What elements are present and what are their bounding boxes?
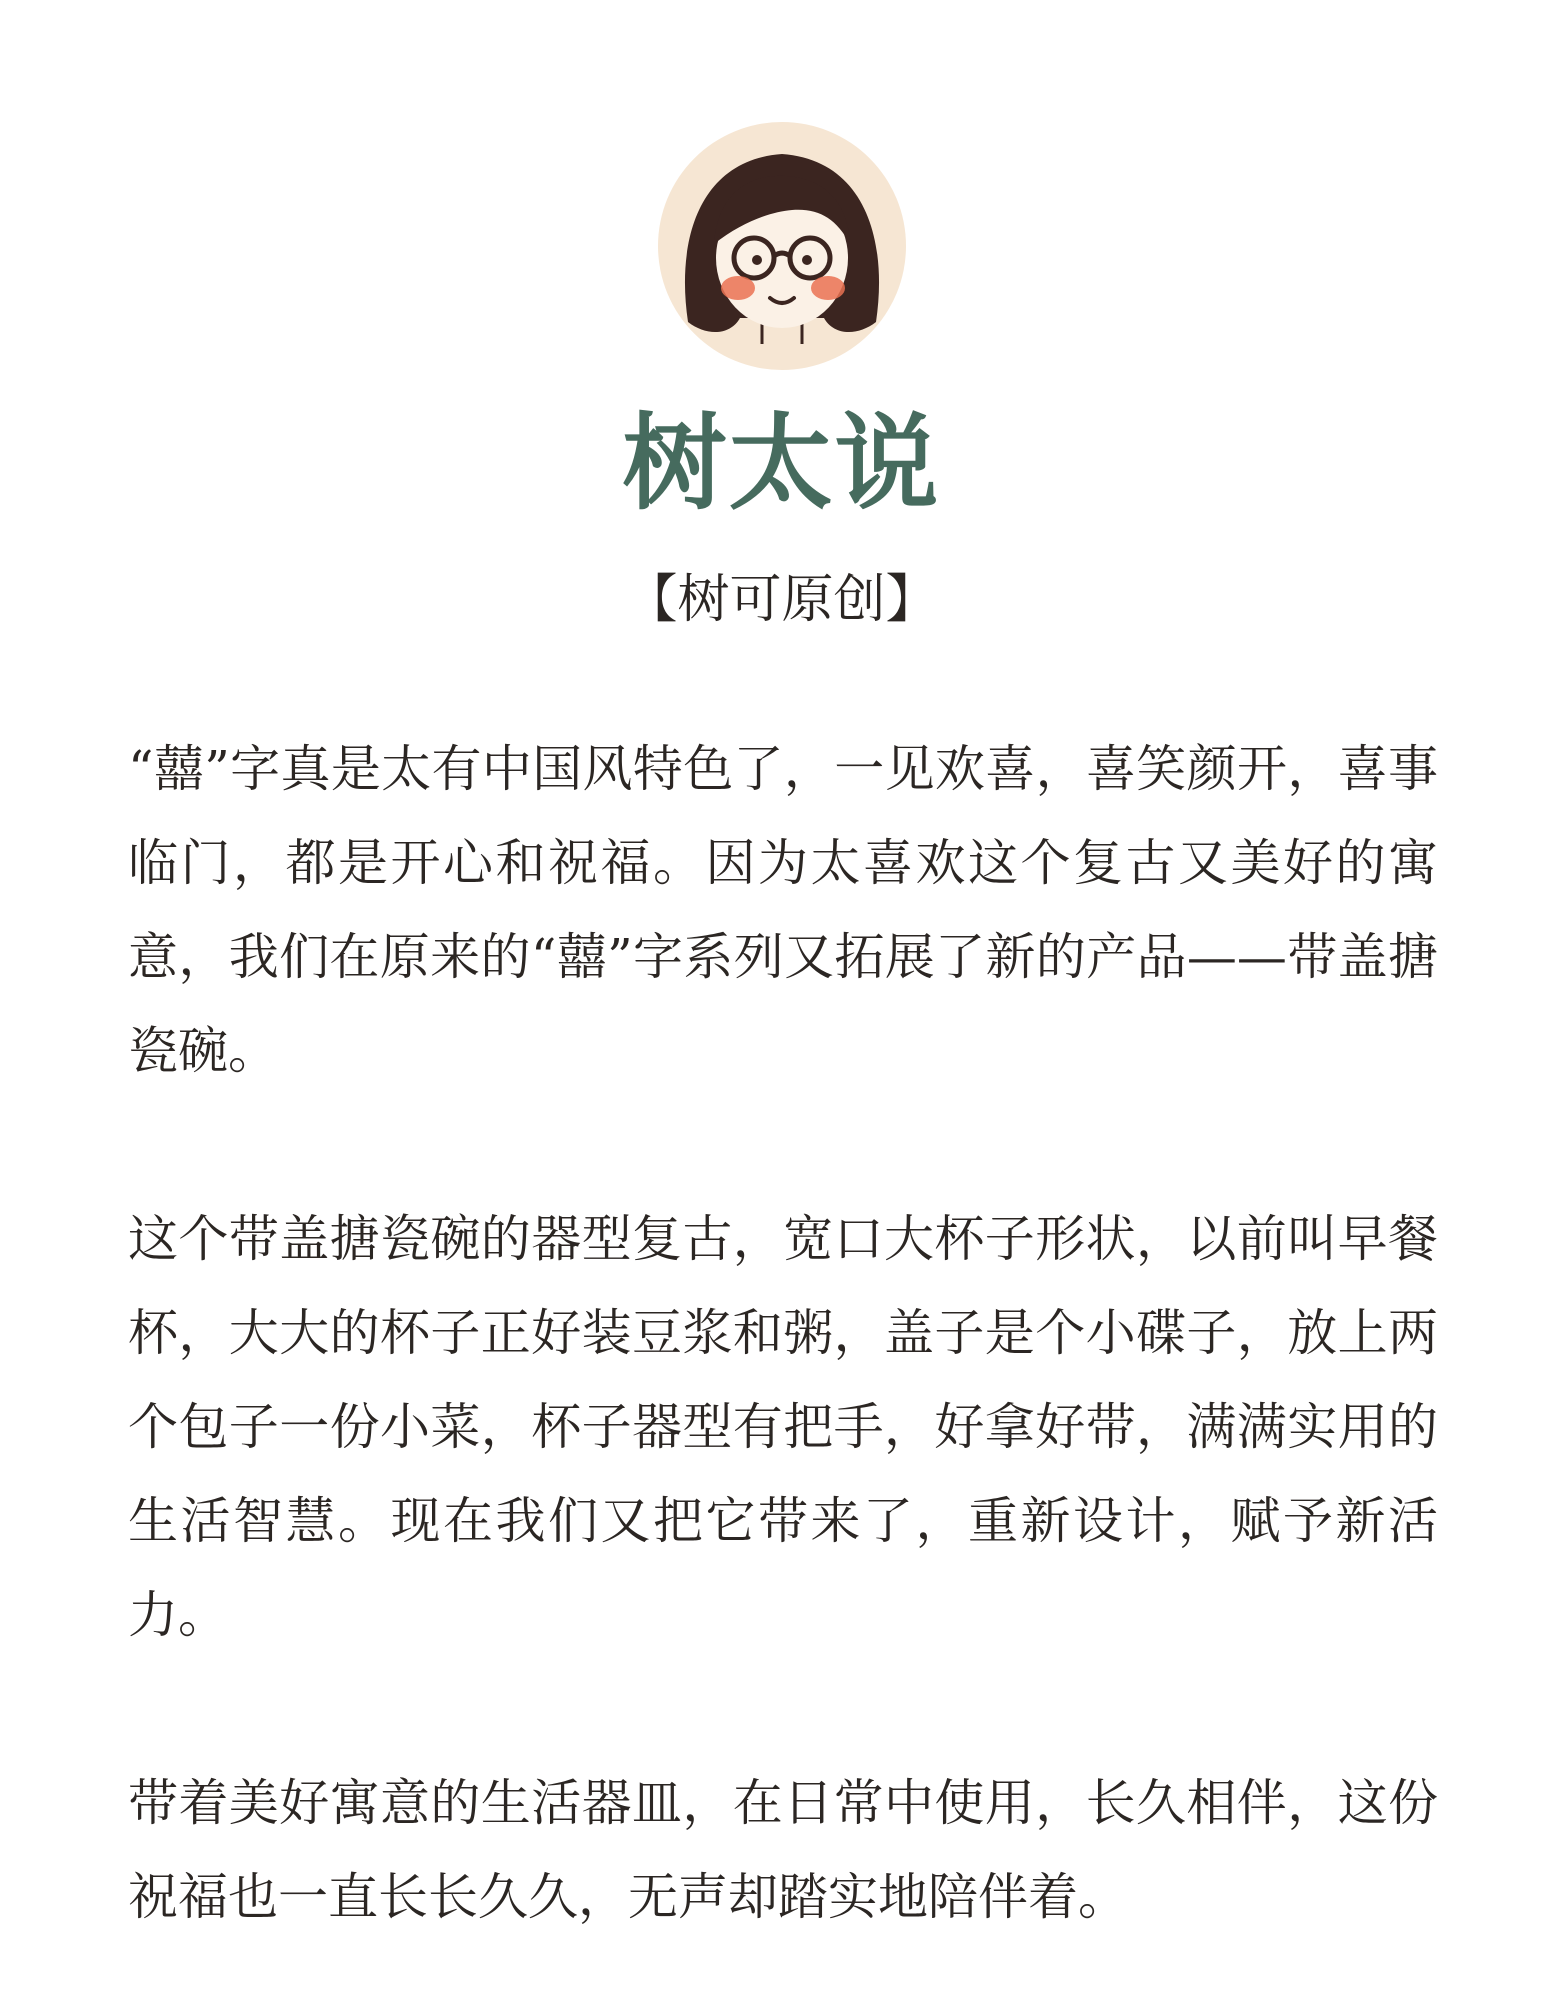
paragraph: “囍”字真是太有中国风特色了，一见欢喜，喜笑颜开，喜事临门，都是开心和祝福。因为太喜欢这个复古又美好的寓意，我们在原来的“囍”字系列又拓展了新的产品——带盖搪瓷碗。 — [128, 740, 1438, 1080]
paragraph: 带着美好寓意的生活器皿，在日常中使用，长久相伴，这份祝福也一直长长久久，无声却踏实地陪伴着。 — [128, 1774, 1438, 1926]
page-title: 树太说 — [622, 402, 941, 524]
original-label: 【树可原创】 — [625, 570, 938, 630]
paragraph: 这个带盖搪瓷碗的器型复古，宽口大杯子形状，以前叫早餐杯，大大的杯子正好装豆浆和粥，盖子是个小碟子，放上两个包子一份小菜，杯子器型有把手，好拿好带，满满实用的生活智慧。现在我们又把它带来了，重新设计，赋予新活力。 — [128, 1210, 1438, 1644]
cartoon-girl-avatar-icon — [658, 122, 906, 370]
avatar — [658, 122, 906, 370]
article-body — [128, 722, 1438, 1944]
